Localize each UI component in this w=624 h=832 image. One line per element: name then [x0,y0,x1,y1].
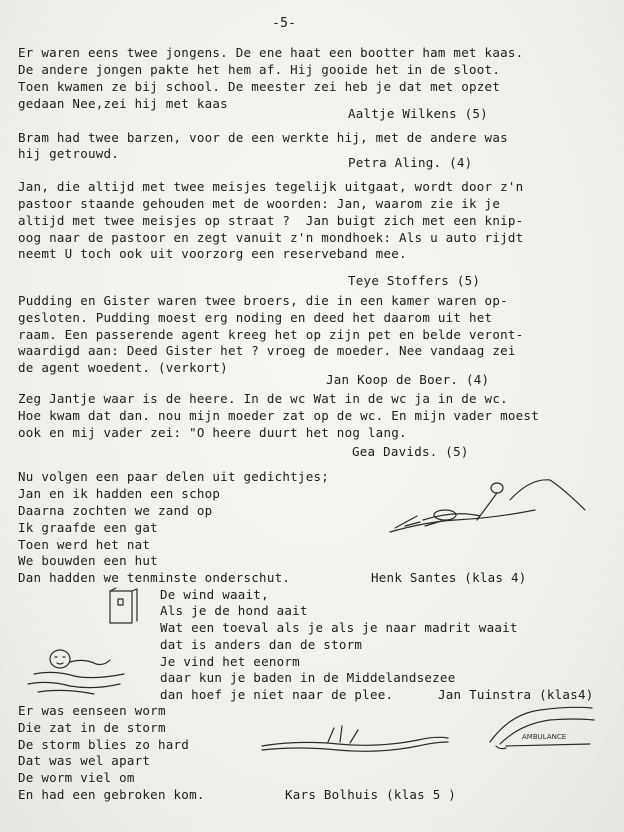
text-line: waardigd aan: Deed Gister het ? vroeg de moeder. Nee vandaag zei [18,343,516,358]
poem-line: Die zat in de storm [18,720,166,735]
poem-line: dan hoef je niet naar de plee. [160,687,394,702]
poem-line: En had een gebroken kom. [18,787,205,802]
text-line: hij getrouwd. [18,146,120,161]
text-line: Hoe kwam dat dan. nou mijn moeder zat op de wc. En mijn vader moest [18,408,539,423]
author-signature: Kars Bolhuis (klas 5 ) [285,787,457,802]
text-line: Er waren eens twee jongens. De ene haat een bootter ham met kaas. [18,45,524,60]
page-number: -5- [272,16,297,31]
text-line: raam. Een passerende agent kreeg het op zijn pet en belde veront- [18,327,524,342]
text-line: oog naar de pastoor en zegt vanuit z'n mondhoek: Als u auto rijdt [18,230,524,245]
text-line: de agent woedent. (verkort) [18,360,228,375]
poem-line: Daarna zochten we zand op [18,503,213,518]
poem-line: Jan en ik hadden een schop [18,486,221,501]
poem-line: dat is anders dan de storm [160,637,363,652]
poem-line: Dat was wel apart [18,753,151,768]
poem-line: Toen werd het nat [18,537,151,552]
worm-drawing [258,722,458,762]
author-signature: Jan Tuinstra (klas4) [438,687,594,702]
swimmer-drawing [24,644,134,699]
text-line: Jan, die altijd met twee meisjes tegelijk uitgaat, wordt door z'n [18,179,524,194]
poem-line: We bouwden een hut [18,553,158,568]
poem-line: Je vind het eenorm [160,654,300,669]
author-signature: Aaltje Wilkens (5) [348,106,488,121]
poem-line: Als je de hond aait [160,603,308,618]
ambulance-drawing [480,702,600,752]
author-signature: Petra Aling. (4) [348,155,473,170]
text-line: gedaan Nee,zei hij met kaas [18,96,228,111]
text-line: Bram had twee barzen, voor de een werkte hij, met de andere was [18,130,508,145]
poem-line: De worm viel om [18,770,135,785]
section-heading: Nu volgen een paar delen uit gedichtjes; [18,469,330,484]
text-line: De andere jongen pakte het hem af. Hij gooide het in de sloot. [18,62,501,77]
text-line: neemt U toch ook uit voorzorg een reserveband mee. [18,246,407,261]
author-signature: Teye Stoffers (5) [348,273,481,288]
author-signature: Henk Santes (klas 4) [371,570,527,585]
author-signature: Jan Koop de Boer. (4) [326,372,490,387]
poem-line: De storm blies zo hard [18,737,190,752]
text-line: pastoor staande gehouden met de woorden: Jan, waarom zie ik je [18,196,501,211]
poem-line: De wind waait, [160,587,269,602]
poem-line: Wat een toeval als je als je naar madrit waait [160,620,518,635]
poem-line: Dan hadden we tenminste onderschut. [18,570,291,585]
text-line: Toen kwamen ze bij school. De meester zei heb je dat met opzet [18,79,501,94]
ambulance-sign: AMBULANCE [522,733,567,741]
door-drawing [104,587,144,629]
text-line: gesloten. Pudding moest erg noding en deed het daarom uit het [18,310,493,325]
text-line: ook en mij vader zei: "O heere duurt het nog lang. [18,425,407,440]
text-line: altijd met twee meisjes op straat ? Jan buigt zich met een knip- [18,213,524,228]
poem-line: daar kun je baden in de Middelandsezee [160,670,456,685]
poem-line: Er was eenseen worm [18,703,166,718]
text-line: Pudding en Gister waren twee broers, die in een kamer waren op- [18,293,508,308]
text-line: Zeg Jantje waar is de heere. In de wc Wat in de wc ja in de wc. [18,391,508,406]
poem-line: Ik graafde een gat [18,520,158,535]
author-signature: Gea Davids. (5) [352,444,469,459]
shovel-hut-drawing [385,470,595,540]
